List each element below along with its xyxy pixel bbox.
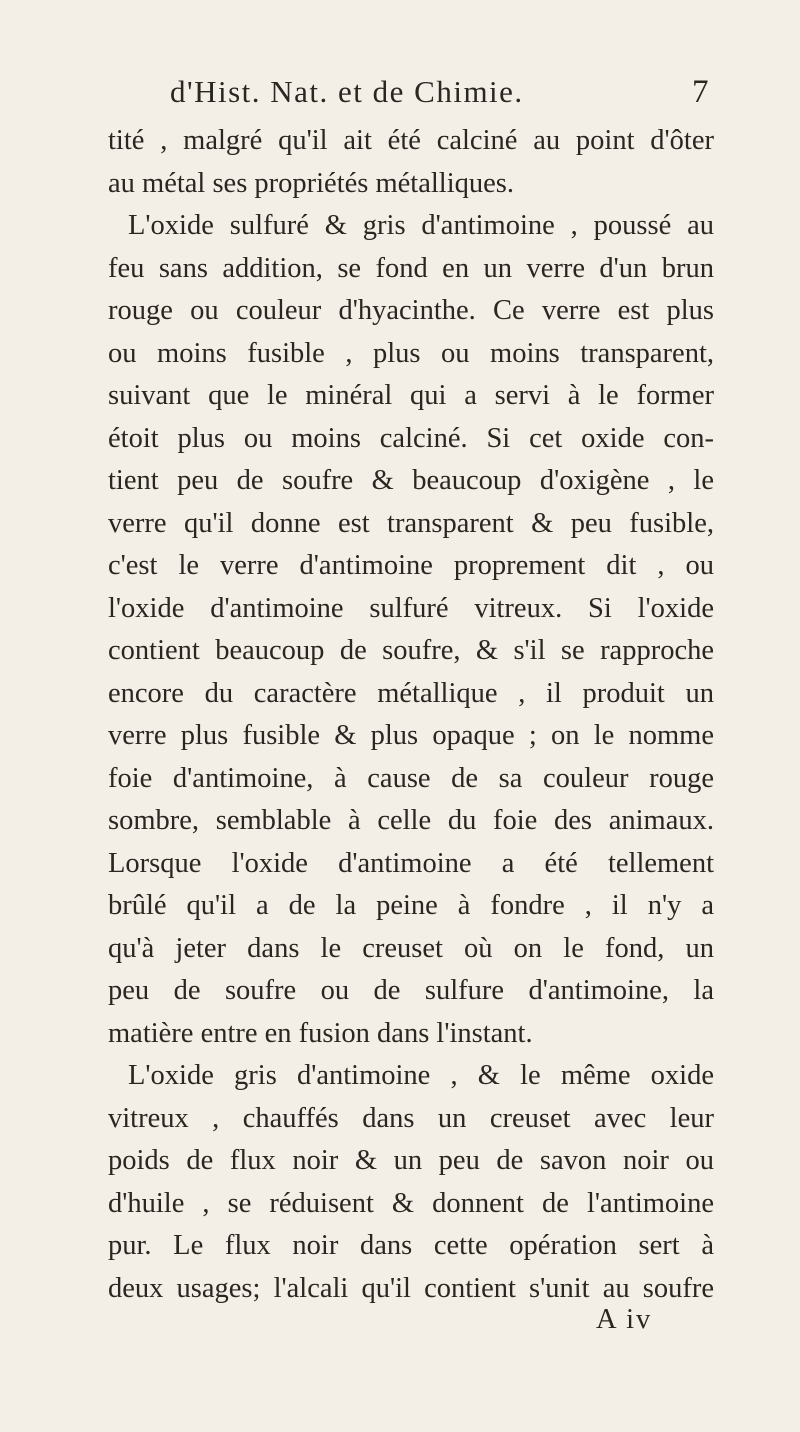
running-head-title: d'Hist. Nat. et de Chimie.	[170, 74, 524, 109]
text-line: contient beaucoup de soufre, & s'il se rapproche	[108, 635, 714, 666]
text-line: feu sans addition, se fond en un verre d'un brun	[108, 252, 714, 284]
text-line: vitreux , chauffés dans un creuset avec leur	[108, 1102, 714, 1134]
text-line: brûlé qu'il a de la peine à fondre , il n'y a	[108, 890, 714, 921]
text-line: rouge ou couleur d'hyacinthe. Ce verre est plus	[108, 295, 714, 326]
running-head	[170, 74, 710, 114]
text-line: L'oxide sulfuré & gris d'antimoine , poussé au	[128, 210, 714, 241]
text-line: sombre, semblable à celle du foie des animaux.	[108, 805, 714, 836]
text-line: qu'à jeter dans le creuset où on le fond, un	[108, 932, 714, 964]
text-line: matière entre en fusion dans l'instant.	[108, 1017, 533, 1049]
text-line: L'oxide gris d'antimoine , & le même oxide	[128, 1060, 714, 1091]
text-line: ou moins fusible , plus ou moins transparent,	[108, 337, 714, 369]
catchword-signature: A iv	[596, 1304, 653, 1335]
text-line: tient peu de soufre & beaucoup d'oxigène , le	[108, 465, 714, 496]
text-line: encore du caractère métallique , il produit un	[108, 677, 714, 709]
text-line: d'huile , se réduisent & donnent de l'antimoine	[108, 1187, 714, 1219]
body-text	[108, 120, 714, 1310]
text-line: tité , malgré qu'il ait été calciné au point d'ôter	[108, 125, 714, 156]
text-line: peu de soufre ou de sulfure d'antimoine, la	[108, 975, 714, 1006]
text-line: suivant que le minéral qui a servi à le former	[108, 380, 714, 411]
text-line: au métal ses propriétés métalliques.	[108, 167, 514, 199]
text-line: l'oxide d'antimoine sulfuré vitreux. Si l'oxide	[108, 592, 714, 624]
text-line: verre qu'il donne est transparent & peu fusible,	[108, 507, 714, 539]
text-line: Lorsque l'oxide d'antimoine a été tellement	[108, 847, 714, 879]
text-line: verre plus fusible & plus opaque ; on le nomme	[108, 720, 714, 751]
text-line: foie d'antimoine, à cause de sa couleur rouge	[108, 762, 714, 794]
text-line: étoit plus ou moins calciné. Si cet oxide con-	[108, 422, 714, 454]
text-line: pur. Le flux noir dans cette opération sert à	[108, 1230, 714, 1261]
text-line: c'est le verre d'antimoine proprement dit , ou	[108, 550, 714, 581]
text-line: poids de flux noir & un peu de savon noir ou	[108, 1145, 714, 1176]
text-line: deux usages; l'alcali qu'il contient s'unit au soufre	[108, 1272, 714, 1304]
page-number: 7	[692, 74, 710, 110]
